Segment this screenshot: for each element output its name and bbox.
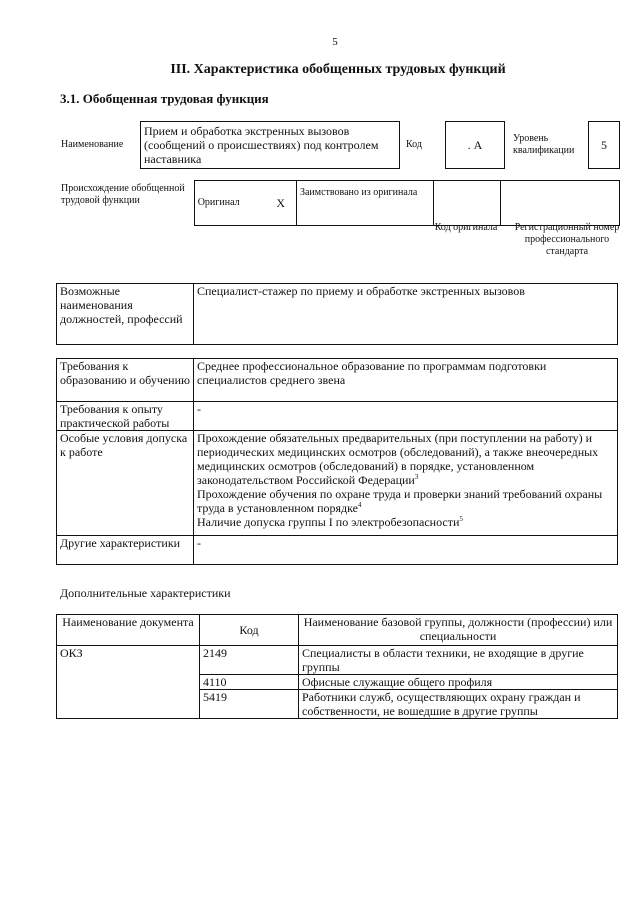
function-header-table <box>58 121 620 169</box>
additional-heading: Дополнительные характеристики <box>60 586 231 600</box>
table-row <box>57 646 618 675</box>
row-code: 5419 <box>200 690 299 719</box>
conditions-p2-text: Прохождение обучения по охране труда и проверки знаний требований охраны труда в установленном порядке <box>197 487 603 515</box>
row-code: 4110 <box>200 675 299 690</box>
conditions-p3 <box>197 515 614 529</box>
function-subtitle: 3.1. Обобщенная трудовая функция <box>60 91 269 106</box>
level-value: 5 <box>589 122 620 169</box>
col-name-header: Наименование базовой группы, должности (профессии) или специальности <box>299 615 618 646</box>
code-original-caption: Код оригинала <box>434 222 498 233</box>
education-label: Требования к образованию и обучению <box>57 359 194 402</box>
level-label: Уровень квалификации <box>513 133 575 156</box>
name-label: Наименование <box>61 139 124 150</box>
education-value: Среднее профессиональное образование по программам подготовки специалистов среднего звена <box>194 359 618 402</box>
row-name: Работники служб, осуществляющих охрану граждан и собственности, не вошедшие в другие группы <box>299 690 618 719</box>
footnote-4: 4 <box>357 501 362 509</box>
col-doc-header: Наименование документа <box>57 615 200 646</box>
original-mark: X <box>266 181 297 226</box>
original-label: Оригинал <box>194 181 265 226</box>
conditions-p2 <box>197 487 614 515</box>
reg-number-caption: Регистрационный номер профессионального стандарта <box>514 222 620 257</box>
footnote-5: 5 <box>459 515 463 523</box>
positions-value: Специалист-стажер по приему и обработке экстренных вызовов <box>194 284 618 345</box>
code-value: . А <box>446 122 505 169</box>
col-code-header: Код <box>200 615 299 646</box>
conditions-p1-text: Прохождение обязательных предварительных (при поступлении на работу) и периодических медицинских осмотров (обследований), а также внеочередных медицинских осмотров (обследований) в порядке, установленном законодательством Российской Федерации <box>197 431 599 487</box>
code-label: Код <box>406 139 422 150</box>
positions-label: Возможные наименования должностей, профессий <box>57 284 194 345</box>
conditions-label: Особые условия допуска к работе <box>57 431 194 536</box>
requirements-table <box>56 358 618 565</box>
borrowed-label: Заимствовано из оригинала <box>296 181 433 226</box>
section-title: III. Характеристика обобщенных трудовых функций <box>170 62 506 77</box>
additional-table <box>56 614 618 719</box>
origin-label: Происхождение обобщенной трудовой функции <box>61 182 185 206</box>
origin-table <box>58 180 620 226</box>
page-number: 5 <box>332 36 338 48</box>
code-original-cell <box>433 181 501 226</box>
footnote-3: 3 <box>414 473 419 481</box>
experience-value: - <box>194 402 618 431</box>
experience-label: Требования к опыту практической работы <box>57 402 194 431</box>
name-value: Прием и обработка экстренных вызовов (сообщений о происшествиях) под контролем наставника <box>141 122 400 169</box>
conditions-p1 <box>197 431 614 487</box>
doc-name: ОКЗ <box>57 646 200 719</box>
reg-number-cell <box>501 181 620 226</box>
other-label: Другие характеристики <box>57 536 194 565</box>
conditions-p3-text: Наличие допуска группы I по электробезопасности <box>197 515 460 529</box>
row-code: 2149 <box>200 646 299 675</box>
positions-table <box>56 283 618 345</box>
row-name: Офисные служащие общего профиля <box>299 675 618 690</box>
row-name: Специалисты в области техники, не входящие в другие группы <box>299 646 618 675</box>
conditions-value <box>194 431 618 536</box>
other-value: - <box>194 536 618 565</box>
